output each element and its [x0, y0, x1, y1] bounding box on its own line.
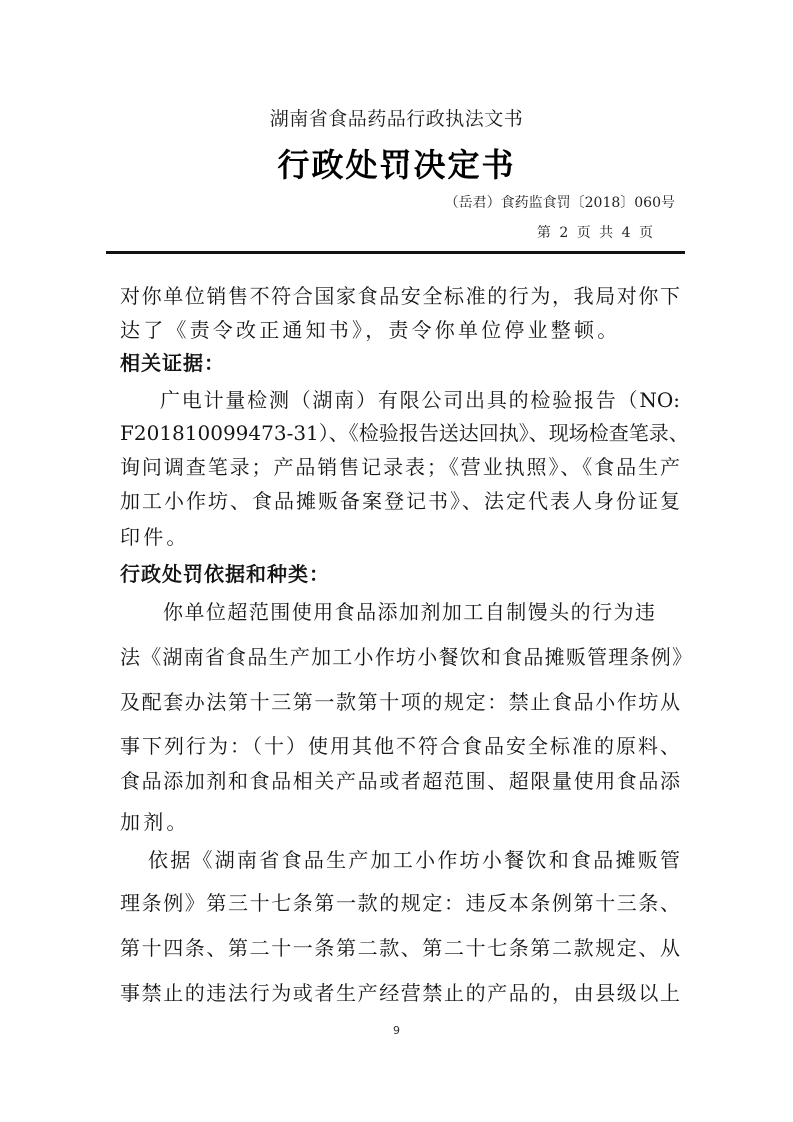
body-line: 事下列行为：（十）使用其他不符合食品安全标准的原料、 [120, 734, 680, 758]
page-indicator: 第 2 页 共 4 页 [536, 225, 653, 241]
body-line: 加剂。 [120, 810, 190, 834]
body-line: 印件。 [120, 525, 190, 549]
body-line: 第十四条、第二十一条第二款、第二十七条第二款规定、从 [120, 936, 680, 960]
section-heading-penalty-basis: 行政处罚依据和种类： [120, 562, 330, 586]
body-line: 依据《湖南省食品生产加工小作坊小餐饮和食品摊贩管 [148, 848, 680, 872]
body-line: 及配套办法第十三第一款第十项的规定：禁止食品小作坊从 [120, 690, 680, 714]
section-heading-evidence: 相关证据： [120, 351, 225, 375]
page-number: 9 [393, 1024, 400, 1037]
body-line: 理条例》第三十七条第一款的规定：违反本条例第十三条、 [120, 891, 680, 915]
body-line: 事禁止的违法行为或者生产经营禁止的产品的，由县级以上 [120, 981, 680, 1005]
document-number: （岳君）食药监食罚〔2018〕060号 [444, 195, 675, 211]
body-line: 询问调查笔录；产品销售记录表；《营业执照》、《食品生产 [120, 455, 680, 479]
body-line: 达了《责令改正通知书》，责令你单位停业整顿。 [120, 318, 621, 342]
body-line: 广电计量检测（湖南）有限公司出具的检验报告（NO: [160, 388, 680, 412]
body-line: 法《湖南省食品生产加工小作坊小餐饮和食品摊贩管理条例》 [120, 645, 692, 669]
document-series-title: 湖南省食品药品行政执法文书 [269, 108, 524, 130]
body-line: 你单位超范围使用食品添加剂加工自制馒头的行为违 [163, 600, 655, 624]
document-title: 行政处罚决定书 [277, 146, 516, 184]
body-line: F201810099473-31）、《检验报告送达回执》、现场检查笔录、 [120, 421, 689, 445]
body-line: 对你单位销售不符合国家食品安全标准的行为，我局对你下 [120, 284, 680, 308]
body-line: 食品添加剂和食品相关产品或者超范围、超限量使用食品添 [120, 769, 680, 793]
body-line: 加工小作坊、食品摊贩备案登记书》、法定代表人身份证复 [120, 489, 680, 513]
header-divider [106, 251, 685, 254]
